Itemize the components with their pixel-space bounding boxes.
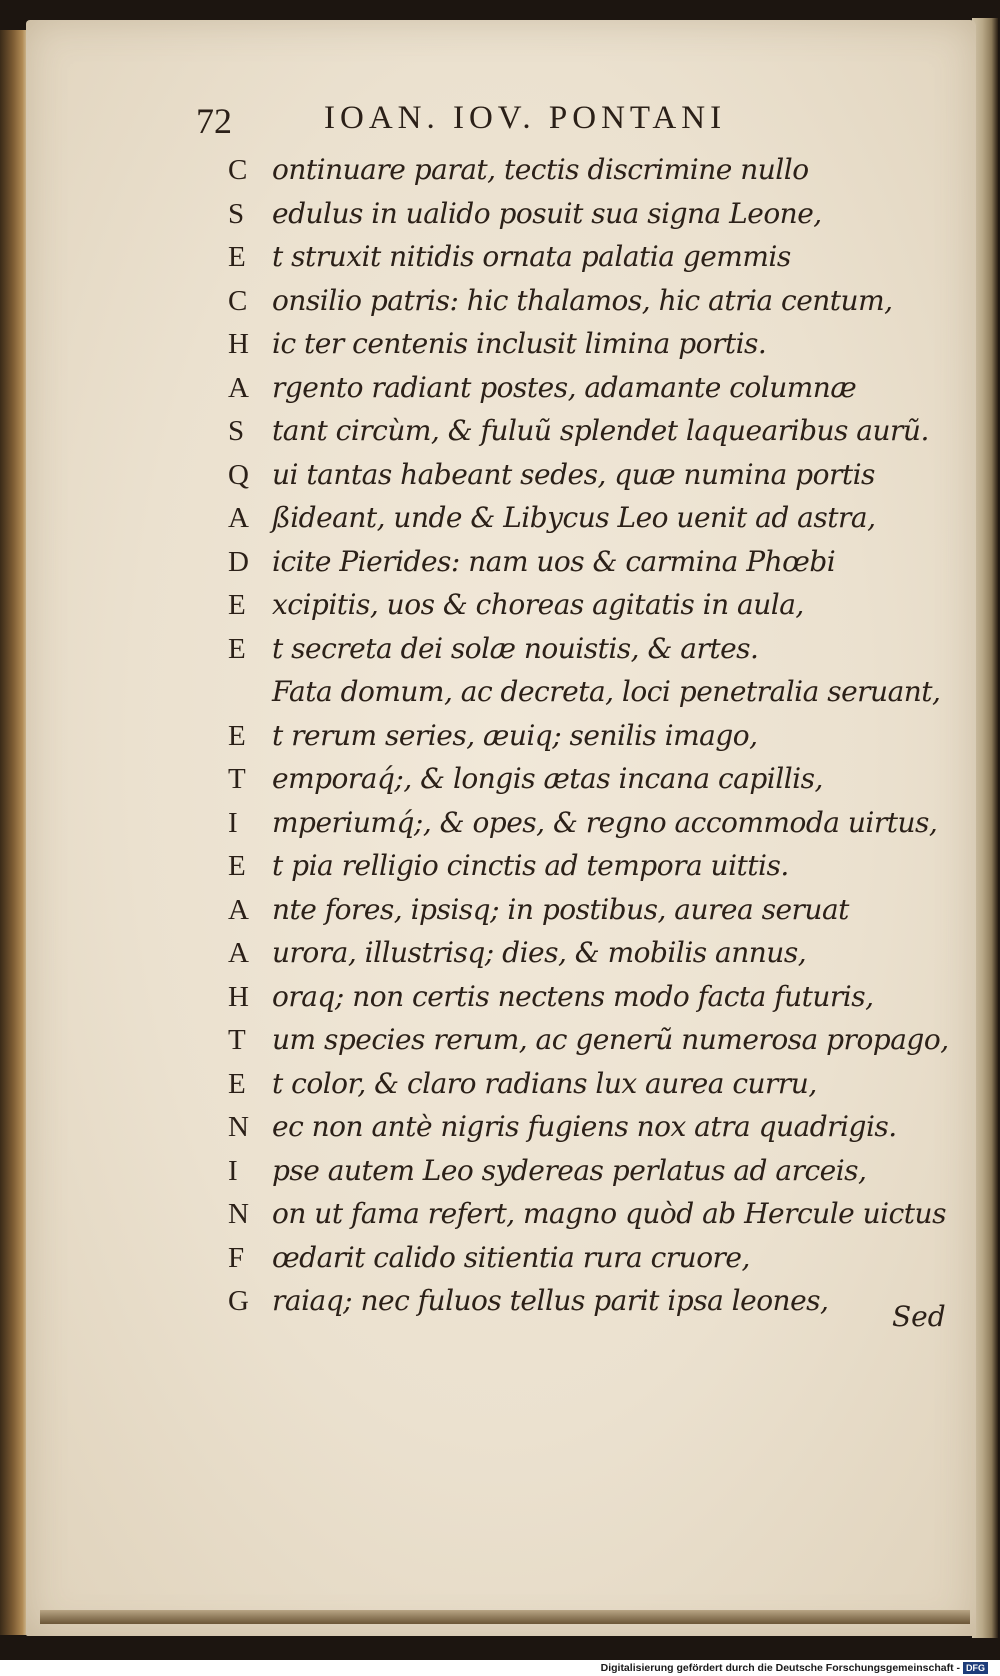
verse-initial: I [228, 806, 238, 839]
footer-credit: Digitalisierung gefördert durch die Deutsche Forschungsgemeinschaft - [600, 1662, 960, 1674]
page-bottom-shadow [40, 1610, 970, 1624]
verse-text: t pia relligio cinctis ad tempora uittis. [272, 849, 789, 882]
verse-text: t rerum series, æuiq; senilis imago, [272, 718, 758, 752]
verse-initial: G [228, 1285, 249, 1317]
verse-initial: E [228, 719, 246, 752]
verse-initial: I [228, 1154, 238, 1187]
verse-text: pse autem Leo sydereas perlatus ad arceis, [272, 1153, 867, 1187]
verse-initial: C [228, 154, 248, 186]
catchword: Sed [892, 1300, 946, 1333]
verse-initial: A [228, 502, 249, 534]
verse-initial: S [228, 197, 245, 230]
verse-text: œdarit calido sitientia rura cruore, [272, 1240, 750, 1274]
verse-initial: N [228, 1111, 249, 1143]
verse-initial: Q [228, 458, 249, 491]
verse-text: nte fores, ipsisq; in postibus, aurea seruat [272, 892, 849, 926]
verse-line [228, 1149, 968, 1193]
verse-initial: D [228, 545, 249, 578]
verse-line [228, 322, 968, 366]
verse-text: t secreta dei solæ nouistis, & artes. [272, 631, 759, 665]
verse-initial: A [228, 937, 249, 969]
verse-line [228, 888, 968, 932]
verse-initial: E [228, 241, 246, 273]
verse-text: ui tantas habeant sedes, quæ numina portis [272, 457, 875, 491]
verse-line [228, 453, 968, 497]
verse-text: ec non antè nigris fugiens nox atra quadrigis. [272, 1110, 897, 1143]
verse-initial: H [228, 328, 249, 360]
verse-initial: F [228, 1241, 245, 1274]
verse-text: xcipitis, uos & choreas agitatis in aula, [272, 588, 804, 621]
verse-initial: E [228, 1067, 246, 1100]
verse-line [228, 409, 968, 453]
verse-line [228, 1062, 968, 1106]
verse-initial: T [228, 1024, 246, 1056]
dfg-logo: DFG [963, 1662, 988, 1674]
verse-text: edulus in ualido posuit sua signa Leone, [272, 196, 822, 230]
verse-line [228, 1192, 968, 1236]
verse-text: um species rerum, ac generũ numerosa propago, [272, 1023, 949, 1056]
verse-text: icite Pierides: nam uos & carmina Phœbi [272, 544, 836, 578]
verse-line [228, 1105, 968, 1149]
page-number: 72 [196, 101, 232, 141]
running-title: IOAN. IOV. PONTANI [324, 100, 727, 136]
verse-text: ßideant, unde & Libycus Leo uenit ad astra, [272, 501, 876, 534]
verse-line [228, 1018, 968, 1062]
verse-line [228, 714, 968, 758]
verse-initial: N [228, 1198, 249, 1230]
verse-line [228, 279, 968, 323]
verse-line [228, 931, 968, 975]
book-spine-edge [0, 30, 28, 1635]
verse-line [228, 540, 968, 584]
verse-text: t struxit nitidis ornata palatia gemmis [272, 240, 791, 273]
verse-initial: H [228, 980, 249, 1013]
verse-text: Fata domum, ac decreta, loci penetralia seruant, [272, 675, 941, 708]
verse-line [228, 192, 968, 236]
verse-text: ontinuare parat, tectis discrimine nullo [272, 153, 809, 186]
verse-initial: A [228, 893, 249, 926]
verse-line [228, 148, 968, 192]
verse-text: t color, & claro radians lux aurea curru, [272, 1066, 817, 1100]
verse-text: raiaq; nec fuluos tellus parit ipsa leones, [272, 1284, 829, 1317]
verse-initial: E [228, 589, 246, 621]
verse-line [228, 583, 968, 627]
verse-text: urora, illustrisq; dies, & mobilis annus, [272, 936, 807, 969]
verse-line [228, 670, 968, 714]
verse-line [228, 627, 968, 671]
verse-line [228, 844, 968, 888]
verse-text: onsilio patris: hic thalamos, hic atria centum, [272, 283, 893, 317]
verse-text: mperiumq́;, & opes, & regno accommoda uirtus, [272, 805, 938, 839]
page-header [196, 100, 816, 150]
verse-initial: T [228, 763, 246, 795]
verse-text: rgento radiant postes, adamante columnæ [272, 370, 857, 404]
verse-initial: E [228, 850, 246, 882]
verse-initial: E [228, 632, 246, 665]
verse-line [228, 366, 968, 410]
verse-line [228, 757, 968, 801]
verse-text: tant circùm, & fuluũ splendet laquearibus aurũ. [272, 414, 929, 447]
verse-text: on ut fama refert, magno quòd ab Hercule uictus [272, 1197, 946, 1230]
verse-text: oraq; non certis nectens modo facta futuris, [272, 979, 874, 1013]
verse-initial: C [228, 284, 248, 317]
verse-initial: A [228, 371, 249, 404]
poem-text [228, 148, 968, 1323]
verse-line [228, 235, 968, 279]
digitization-footer [601, 1661, 988, 1675]
verse-line [228, 801, 968, 845]
verse-line [228, 496, 968, 540]
verse-line [228, 975, 968, 1019]
verse-text: emporaq́;, & longis ætas incana capillis, [272, 762, 823, 795]
verse-line [228, 1279, 968, 1323]
verse-text: ic ter centenis inclusit limina portis. [272, 327, 767, 360]
verse-line [228, 1236, 968, 1280]
verse-initial: S [228, 415, 245, 447]
